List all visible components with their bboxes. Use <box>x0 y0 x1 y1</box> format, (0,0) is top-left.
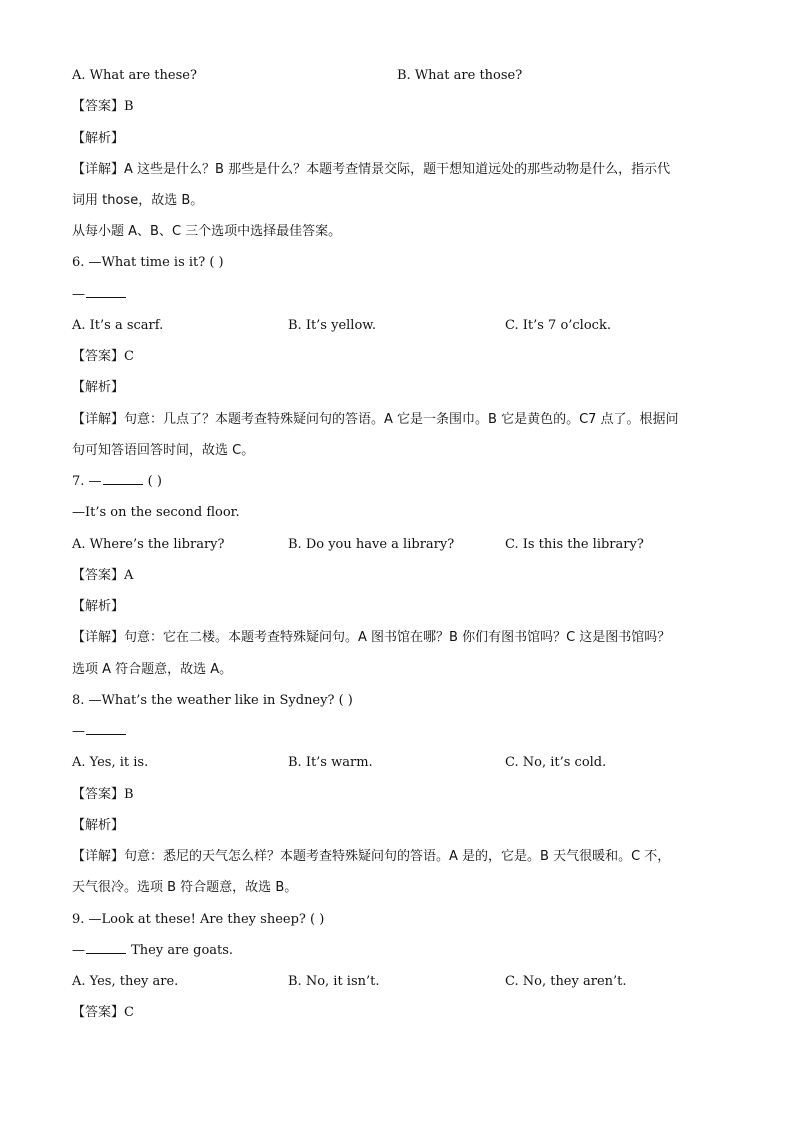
q5-detail-line1: 【详解】A 这些是什么？B 那些是什么？本题考查情景交际，题干想知道远处的那些动物是什么，指示代 <box>72 162 671 177</box>
q5-option-b: B. What are those? <box>397 68 523 83</box>
q8-analysis-label: 【解析】 <box>72 818 125 833</box>
q7-reply: —It’s on the second floor. <box>72 505 240 520</box>
section-instruction: 从每小题 A、B、C 三个选项中选择最佳答案。 <box>72 224 342 239</box>
q7-suffix: ( ) <box>143 474 162 489</box>
q9-question: 9. —Look at these! Are they sheep? ( ) <box>72 912 325 927</box>
answer-value: C <box>124 1005 134 1020</box>
q6-detail-line2: 句可知答语回答时间，故选 C。 <box>72 443 255 458</box>
q8-question: 8. —What’s the weather like in Sydney? ( ) <box>72 693 353 708</box>
q8-option-c: C. No, it’s cold. <box>505 755 607 770</box>
q9-option-a: A. Yes, they are. <box>72 974 179 989</box>
q7-option-b: B. Do you have a library? <box>288 537 455 552</box>
q5-option-a: A. What are these? <box>72 68 197 83</box>
q9-option-b: B. No, it isn’t. <box>288 974 380 989</box>
q9-reply-suffix: They are goats. <box>127 943 234 958</box>
q6-option-c: C. It’s 7 o’clock. <box>505 318 611 333</box>
q6-question: 6. —What time is it? ( ) <box>72 255 224 270</box>
q8-option-a: A. Yes, it is. <box>72 755 149 770</box>
q7-analysis-label: 【解析】 <box>72 599 125 614</box>
q8-reply <box>72 722 127 742</box>
q5-analysis-label: 【解析】 <box>72 131 125 146</box>
answer-blank <box>86 285 126 298</box>
answer-blank <box>86 941 126 954</box>
q7-prefix: 7. — <box>72 474 102 489</box>
q8-detail-line1: 【详解】句意：悉尼的天气怎么样？本题考查特殊疑问句的答语。A 是的，它是。B 天气很暖和。C 不， <box>72 849 671 864</box>
q5-detail-line2: 词用 those，故选 B。 <box>72 193 204 208</box>
q7-detail-line2: 选项 A 符合题意，故选 A。 <box>72 662 233 677</box>
q7-option-c: C. Is this the library? <box>505 537 644 552</box>
answer-label: 【答案】 <box>72 99 125 114</box>
q5-answer <box>72 97 134 117</box>
q6-detail-line1: 【详解】句意：几点了？本题考查特殊疑问句的答语。A 它是一条围巾。B 它是黄色的。C7 点了。根据问 <box>72 412 679 427</box>
q6-reply <box>72 285 127 305</box>
dash: — <box>72 287 85 302</box>
q8-detail-line2: 天气很冷。选项 B 符合题意，故选 B。 <box>72 880 298 895</box>
answer-value: B <box>124 787 134 802</box>
q6-option-b: B. It’s yellow. <box>288 318 377 333</box>
dash: — <box>72 724 85 739</box>
q7-detail-line1: 【详解】句意：它在二楼。本题考查特殊疑问句。A 图书馆在哪？B 你们有图书馆吗？C 这是图书馆吗？ <box>72 630 671 645</box>
answer-blank <box>103 472 143 485</box>
answer-label: 【答案】 <box>72 349 125 364</box>
q6-answer <box>72 347 134 367</box>
q6-option-a: A. It’s a scarf. <box>72 318 164 333</box>
answer-label: 【答案】 <box>72 568 125 583</box>
q9-answer <box>72 1003 134 1023</box>
q9-reply <box>72 941 233 961</box>
answer-value: A <box>124 568 134 583</box>
q8-option-b: B. It’s warm. <box>288 755 373 770</box>
q7-question <box>72 472 162 492</box>
answer-label: 【答案】 <box>72 787 125 802</box>
answer-value: B <box>124 99 134 114</box>
answer-blank <box>86 722 126 735</box>
q7-option-a: A. Where’s the library? <box>72 537 225 552</box>
answer-label: 【答案】 <box>72 1005 125 1020</box>
q8-answer <box>72 785 134 805</box>
q9-option-c: C. No, they aren’t. <box>505 974 627 989</box>
dash: — <box>72 943 85 958</box>
answer-value: C <box>124 349 134 364</box>
q7-answer <box>72 566 133 586</box>
q6-analysis-label: 【解析】 <box>72 380 125 395</box>
